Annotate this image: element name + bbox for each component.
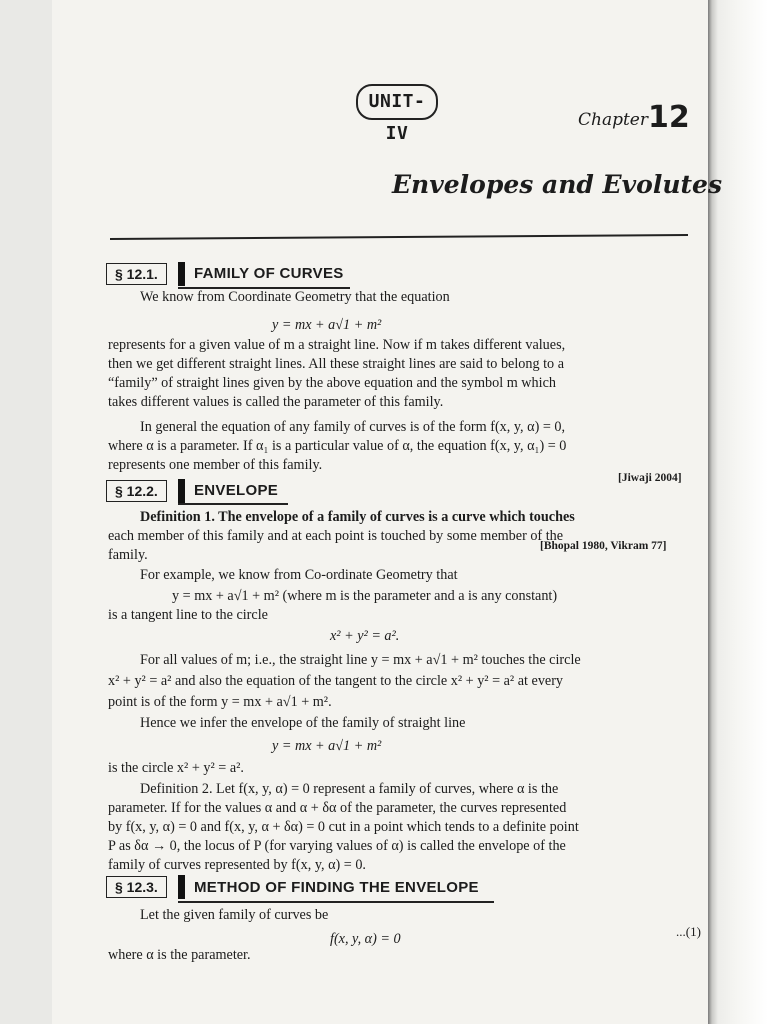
citation: [Jiwaji 2004]: [618, 472, 682, 484]
paragraph-line: then we get different straight lines. All these straight lines are said to belong to a: [108, 356, 564, 372]
equation: x² + y² = a².: [330, 628, 400, 644]
paragraph-line: family.: [108, 547, 148, 563]
equation: y = mx + a√1 + m²: [272, 317, 382, 333]
paragraph-line: In general the equation of any family of curves is of the form f(x, y, α) = 0,: [140, 419, 566, 435]
paragraph-line: x² + y² = a² and also the equation of the tangent to the circle x² + y² = a² at every: [108, 673, 564, 689]
chapter-number: 12: [648, 100, 690, 135]
citation: [Bhopal 1980, Vikram 77]: [540, 540, 667, 552]
paragraph-line: represents for a given value of m a straight line. Now if m takes different values,: [108, 337, 566, 353]
equation-number: ...(1): [676, 924, 701, 939]
paragraph-line: Definition 2. Let f(x, y, α) = 0 represent a family of curves, where α is the: [140, 781, 559, 797]
paragraph-line: y = mx + a√1 + m² (where m is the parameter and a is any constant): [172, 588, 558, 604]
paragraph-line: takes different values is called the parameter of this family.: [108, 394, 444, 410]
equation: y = mx + a√1 + m²: [272, 738, 382, 754]
paragraph-line: where α is a parameter. If α₁ is a particular value of α, the equation f(x, y, α₁) = 0: [108, 438, 567, 454]
section-title-12-2: ENVELOPE: [194, 482, 279, 499]
equation: f(x, y, α) = 0: [330, 931, 401, 947]
paragraph-line: represents one member of this family.: [108, 457, 323, 473]
chapter-title: Envelopes and Evolutes: [392, 170, 723, 199]
paragraph-line: P as δα → 0, the locus of P (for varying values of α) is called the envelope of the: [108, 838, 566, 854]
section-number-12-2: § 12.2.: [106, 480, 167, 502]
paragraph-line: is a tangent line to the circle: [108, 607, 268, 623]
paragraph-line: For all values of m; i.e., the straight line y = mx + a√1 + m² touches the circle: [140, 652, 581, 668]
paragraph-line: Definition 1. The envelope of a family of curves is a curve which touches: [140, 509, 575, 525]
paragraph-line: Hence we infer the envelope of the family of straight line: [140, 715, 466, 731]
section-number-12-1: § 12.1.: [106, 263, 167, 285]
paragraph-line: “family” of straight lines given by the above equation and the symbol m which: [108, 375, 556, 391]
paragraph-line: each member of this family and at each point is touched by some member of the: [108, 528, 564, 544]
section-underline: [178, 901, 494, 903]
paragraph-line: We know from Coordinate Geometry that the equation: [140, 289, 450, 305]
paragraph-line: by f(x, y, α) = 0 and f(x, y, α + δα) = 0 cut in a point which tends to a definite point: [108, 819, 579, 835]
section-number-12-3: § 12.3.: [106, 876, 167, 898]
paragraph-line: parameter. If for the values α and α + δα of the parameter, the curves represented: [108, 800, 567, 816]
section-title-12-1: FAMILY OF CURVES: [194, 265, 344, 282]
paragraph-line: For example, we know from Co-ordinate Geometry that: [140, 567, 458, 583]
section-bar: [178, 875, 185, 899]
paragraph-line: Let the given family of curves be: [140, 907, 329, 923]
paragraph-line: is the circle x² + y² = a².: [108, 760, 244, 776]
section-bar: [178, 262, 185, 286]
paragraph-line: point is of the form y = mx + a√1 + m².: [108, 694, 332, 710]
section-title-12-3: METHOD OF FINDING THE ENVELOPE: [194, 879, 479, 896]
paragraph-line: where α is the parameter.: [108, 947, 251, 963]
paragraph-line: family of curves represented by f(x, y, α) = 0.: [108, 857, 366, 873]
section-underline: [178, 503, 288, 505]
chapter-word: Chapter: [578, 110, 648, 130]
section-bar: [178, 479, 185, 503]
unit-label: UNIT-IV: [356, 84, 438, 120]
book-gutter: [708, 0, 768, 1024]
